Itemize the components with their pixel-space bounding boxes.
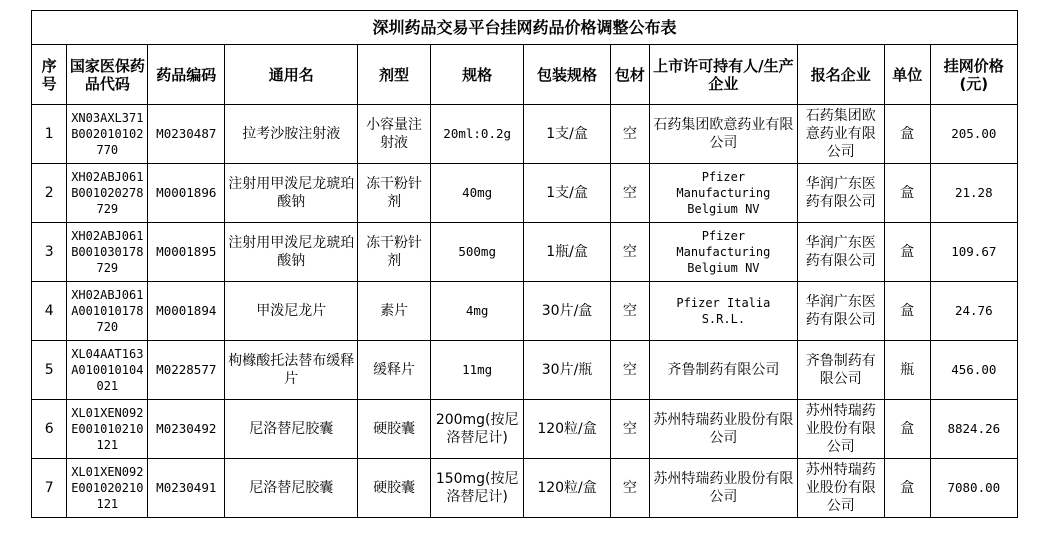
cell-pack-spec: 1支/盒 bbox=[524, 105, 610, 164]
cell-unit: 瓶 bbox=[884, 341, 930, 400]
cell-applicant: 华润广东医药有限公司 bbox=[797, 223, 884, 282]
cell-mah: Pfizer Manufacturing Belgium NV bbox=[650, 223, 798, 282]
cell-price: 205.00 bbox=[930, 105, 1017, 164]
cell-pack-spec: 120粒/盒 bbox=[524, 400, 610, 459]
table-row bbox=[32, 400, 1018, 459]
cell-spec: 200mg(按尼洛替尼计) bbox=[430, 400, 524, 459]
cell-spec: 20ml:0.2g bbox=[430, 105, 524, 164]
table-row bbox=[32, 459, 1018, 518]
cell-generic-name: 注射用甲泼尼龙琥珀酸钠 bbox=[225, 223, 358, 282]
price-adjustment-table bbox=[31, 10, 1018, 518]
cell-unit: 盒 bbox=[884, 459, 930, 518]
col-header-applicant: 报名企业 bbox=[797, 45, 884, 105]
table-row bbox=[32, 282, 1018, 341]
col-header-packaging: 包材 bbox=[610, 45, 649, 105]
cell-unit: 盒 bbox=[884, 400, 930, 459]
cell-seq: 3 bbox=[32, 223, 67, 282]
cell-nhsa-code: XL01XEN092E001010210121 bbox=[67, 400, 148, 459]
cell-packaging: 空 bbox=[610, 223, 649, 282]
cell-price: 109.67 bbox=[930, 223, 1017, 282]
cell-packaging: 空 bbox=[610, 341, 649, 400]
cell-generic-name: 枸橼酸托法替布缓释片 bbox=[225, 341, 358, 400]
col-header-mah: 上市许可持有人/生产企业 bbox=[650, 45, 798, 105]
cell-form: 小容量注射液 bbox=[358, 105, 431, 164]
cell-seq: 7 bbox=[32, 459, 67, 518]
cell-unit: 盒 bbox=[884, 282, 930, 341]
cell-seq: 4 bbox=[32, 282, 67, 341]
cell-packaging: 空 bbox=[610, 282, 649, 341]
cell-mah: Pfizer Italia S.R.L. bbox=[650, 282, 798, 341]
cell-packaging: 空 bbox=[610, 459, 649, 518]
cell-price: 7080.00 bbox=[930, 459, 1017, 518]
header-row bbox=[32, 45, 1018, 105]
cell-drug-code: M0228577 bbox=[148, 341, 225, 400]
cell-applicant: 苏州特瑞药业股份有限公司 bbox=[797, 400, 884, 459]
cell-seq: 6 bbox=[32, 400, 67, 459]
cell-drug-code: M0001894 bbox=[148, 282, 225, 341]
cell-drug-code: M0230491 bbox=[148, 459, 225, 518]
cell-spec: 4mg bbox=[430, 282, 524, 341]
cell-spec: 150mg(按尼洛替尼计) bbox=[430, 459, 524, 518]
col-header-generic-name: 通用名 bbox=[225, 45, 358, 105]
cell-pack-spec: 1支/盒 bbox=[524, 164, 610, 223]
cell-pack-spec: 120粒/盒 bbox=[524, 459, 610, 518]
table-row bbox=[32, 105, 1018, 164]
cell-form: 缓释片 bbox=[358, 341, 431, 400]
cell-form: 素片 bbox=[358, 282, 431, 341]
cell-nhsa-code: XL04AAT163A010010104021 bbox=[67, 341, 148, 400]
col-header-nhsa-code: 国家医保药品代码 bbox=[67, 45, 148, 105]
cell-form: 冻干粉针剂 bbox=[358, 223, 431, 282]
cell-generic-name: 拉考沙胺注射液 bbox=[225, 105, 358, 164]
col-header-price: 挂网价格(元) bbox=[930, 45, 1017, 105]
table-title: 深圳药品交易平台挂网药品价格调整公布表 bbox=[32, 11, 1018, 45]
col-header-pack-spec: 包装规格 bbox=[524, 45, 610, 105]
cell-applicant: 苏州特瑞药业股份有限公司 bbox=[797, 459, 884, 518]
cell-nhsa-code: XH02ABJ061B001020278729 bbox=[67, 164, 148, 223]
cell-pack-spec: 30片/盒 bbox=[524, 282, 610, 341]
cell-drug-code: M0230492 bbox=[148, 400, 225, 459]
cell-nhsa-code: XH02ABJ061B001030178729 bbox=[67, 223, 148, 282]
cell-form: 冻干粉针剂 bbox=[358, 164, 431, 223]
cell-drug-code: M0001895 bbox=[148, 223, 225, 282]
cell-price: 24.76 bbox=[930, 282, 1017, 341]
cell-price: 456.00 bbox=[930, 341, 1017, 400]
cell-mah: 石药集团欧意药业有限公司 bbox=[650, 105, 798, 164]
cell-spec: 500mg bbox=[430, 223, 524, 282]
cell-nhsa-code: XH02ABJ061A001010178720 bbox=[67, 282, 148, 341]
cell-form: 硬胶囊 bbox=[358, 459, 431, 518]
col-header-seq: 序号 bbox=[32, 45, 67, 105]
cell-price: 21.28 bbox=[930, 164, 1017, 223]
cell-mah: 齐鲁制药有限公司 bbox=[650, 341, 798, 400]
cell-pack-spec: 30片/瓶 bbox=[524, 341, 610, 400]
cell-form: 硬胶囊 bbox=[358, 400, 431, 459]
cell-mah: Pfizer Manufacturing Belgium NV bbox=[650, 164, 798, 223]
cell-seq: 2 bbox=[32, 164, 67, 223]
cell-generic-name: 尼洛替尼胶囊 bbox=[225, 400, 358, 459]
cell-seq: 5 bbox=[32, 341, 67, 400]
cell-mah: 苏州特瑞药业股份有限公司 bbox=[650, 400, 798, 459]
cell-unit: 盒 bbox=[884, 223, 930, 282]
cell-applicant: 华润广东医药有限公司 bbox=[797, 282, 884, 341]
cell-nhsa-code: XL01XEN092E001020210121 bbox=[67, 459, 148, 518]
cell-spec: 40mg bbox=[430, 164, 524, 223]
cell-packaging: 空 bbox=[610, 400, 649, 459]
table-row bbox=[32, 341, 1018, 400]
cell-generic-name: 尼洛替尼胶囊 bbox=[225, 459, 358, 518]
cell-generic-name: 注射用甲泼尼龙琥珀酸钠 bbox=[225, 164, 358, 223]
cell-packaging: 空 bbox=[610, 105, 649, 164]
cell-generic-name: 甲泼尼龙片 bbox=[225, 282, 358, 341]
col-header-drug-code: 药品编码 bbox=[148, 45, 225, 105]
cell-spec: 11mg bbox=[430, 341, 524, 400]
cell-pack-spec: 1瓶/盒 bbox=[524, 223, 610, 282]
cell-mah: 苏州特瑞药业股份有限公司 bbox=[650, 459, 798, 518]
table-row bbox=[32, 223, 1018, 282]
cell-applicant: 石药集团欧意药业有限公司 bbox=[797, 105, 884, 164]
cell-packaging: 空 bbox=[610, 164, 649, 223]
cell-applicant: 华润广东医药有限公司 bbox=[797, 164, 884, 223]
cell-price: 8824.26 bbox=[930, 400, 1017, 459]
cell-unit: 盒 bbox=[884, 105, 930, 164]
cell-drug-code: M0230487 bbox=[148, 105, 225, 164]
table-row bbox=[32, 164, 1018, 223]
cell-seq: 1 bbox=[32, 105, 67, 164]
col-header-spec: 规格 bbox=[430, 45, 524, 105]
cell-applicant: 齐鲁制药有限公司 bbox=[797, 341, 884, 400]
cell-unit: 盒 bbox=[884, 164, 930, 223]
cell-nhsa-code: XN03AXL371B002010102770 bbox=[67, 105, 148, 164]
col-header-unit: 单位 bbox=[884, 45, 930, 105]
col-header-form: 剂型 bbox=[358, 45, 431, 105]
cell-drug-code: M0001896 bbox=[148, 164, 225, 223]
